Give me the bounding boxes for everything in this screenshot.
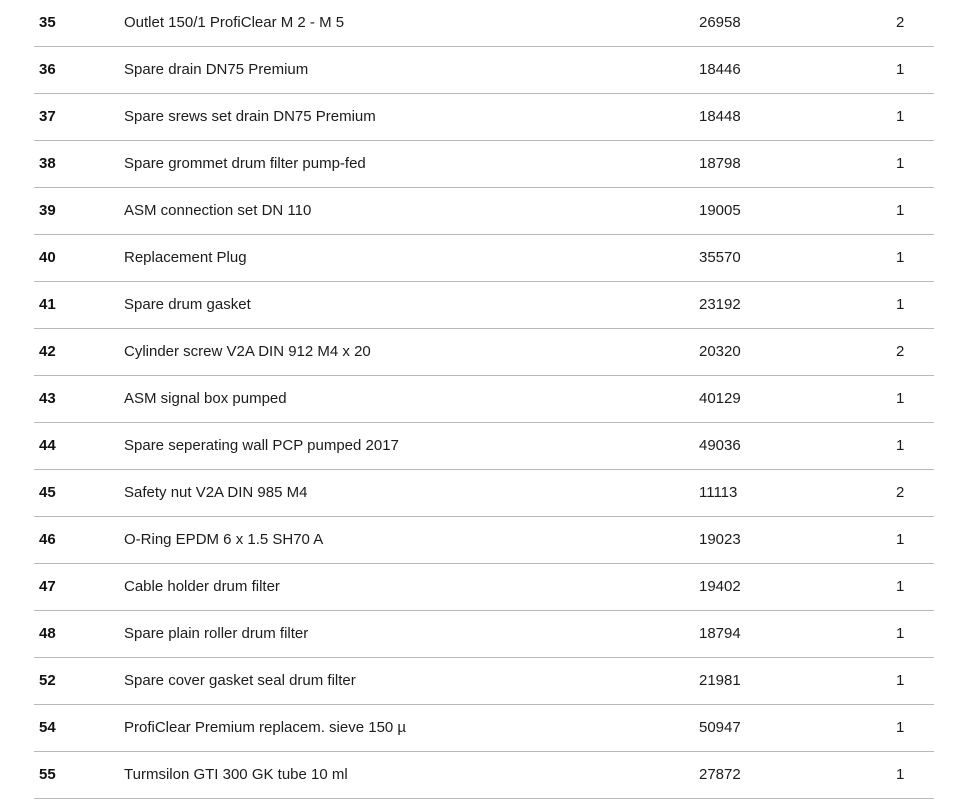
position-number: 35 bbox=[39, 14, 56, 31]
position-number: 52 bbox=[39, 672, 56, 689]
position-number: 44 bbox=[39, 437, 56, 454]
article-number: 19402 bbox=[699, 578, 741, 595]
quantity: 1 bbox=[896, 531, 905, 548]
article-number: 20320 bbox=[699, 343, 741, 360]
position-number: 43 bbox=[39, 390, 56, 407]
table-row bbox=[34, 517, 934, 564]
quantity: 1 bbox=[896, 766, 905, 783]
article-number: 19005 bbox=[699, 202, 741, 219]
part-description: Spare drum gasket bbox=[124, 296, 251, 313]
quantity: 1 bbox=[896, 390, 905, 407]
article-number: 26958 bbox=[699, 14, 741, 31]
table-row bbox=[34, 611, 934, 658]
part-description: Spare srews set drain DN75 Premium bbox=[124, 108, 376, 125]
article-number: 35570 bbox=[699, 249, 741, 266]
table-row bbox=[34, 94, 934, 141]
article-number: 18798 bbox=[699, 155, 741, 172]
article-number: 18448 bbox=[699, 108, 741, 125]
position-number: 41 bbox=[39, 296, 56, 313]
quantity: 1 bbox=[896, 719, 905, 736]
table-row bbox=[34, 376, 934, 423]
part-description: Replacement Plug bbox=[124, 249, 247, 266]
part-description: ProfiClear Premium replacem. sieve 150 µ bbox=[124, 719, 407, 736]
quantity: 2 bbox=[896, 343, 905, 360]
table-row bbox=[34, 752, 934, 799]
position-number: 36 bbox=[39, 61, 56, 78]
position-number: 42 bbox=[39, 343, 56, 360]
table-row bbox=[34, 188, 934, 235]
quantity: 2 bbox=[896, 484, 905, 501]
table-row bbox=[34, 282, 934, 329]
table-row bbox=[34, 564, 934, 611]
quantity: 1 bbox=[896, 108, 905, 125]
quantity: 1 bbox=[896, 625, 905, 642]
quantity: 1 bbox=[896, 296, 905, 313]
position-number: 40 bbox=[39, 249, 56, 266]
position-number: 39 bbox=[39, 202, 56, 219]
position-number: 55 bbox=[39, 766, 56, 783]
part-description: Spare seperating wall PCP pumped 2017 bbox=[124, 437, 399, 454]
article-number: 18794 bbox=[699, 625, 741, 642]
article-number: 19023 bbox=[699, 531, 741, 548]
part-description: Cable holder drum filter bbox=[124, 578, 280, 595]
part-description: Spare plain roller drum filter bbox=[124, 625, 309, 642]
article-number: 23192 bbox=[699, 296, 741, 313]
part-description: ASM connection set DN 110 bbox=[124, 202, 312, 219]
table-row bbox=[34, 47, 934, 94]
article-number: 27872 bbox=[699, 766, 741, 783]
quantity: 1 bbox=[896, 437, 905, 454]
table-row bbox=[34, 329, 934, 376]
table-row bbox=[34, 141, 934, 188]
spare-parts-table bbox=[34, 0, 934, 799]
position-number: 48 bbox=[39, 625, 56, 642]
article-number: 18446 bbox=[699, 61, 741, 78]
part-description: ASM signal box pumped bbox=[124, 390, 287, 407]
article-number: 11113 bbox=[699, 484, 738, 501]
quantity: 1 bbox=[896, 61, 905, 78]
part-description: Outlet 150/1 ProfiClear M 2 - M 5 bbox=[124, 14, 345, 31]
table-row bbox=[34, 470, 934, 517]
table-row bbox=[34, 658, 934, 705]
table-row bbox=[34, 423, 934, 470]
quantity: 1 bbox=[896, 202, 905, 219]
quantity: 1 bbox=[896, 578, 905, 595]
article-number: 21981 bbox=[699, 672, 741, 689]
part-description: Spare grommet drum filter pump-fed bbox=[124, 155, 366, 172]
part-description: Spare cover gasket seal drum filter bbox=[124, 672, 356, 689]
part-description: O-Ring EPDM 6 x 1.5 SH70 A bbox=[124, 531, 324, 548]
quantity: 1 bbox=[896, 672, 905, 689]
position-number: 54 bbox=[39, 719, 56, 736]
article-number: 49036 bbox=[699, 437, 741, 454]
article-number: 40129 bbox=[699, 390, 741, 407]
position-number: 38 bbox=[39, 155, 56, 172]
part-description: Cylinder screw V2A DIN 912 M4 x 20 bbox=[124, 343, 371, 360]
part-description: Turmsilon GTI 300 GK tube 10 ml bbox=[124, 766, 348, 783]
quantity: 1 bbox=[896, 249, 905, 266]
table-row bbox=[34, 235, 934, 282]
position-number: 47 bbox=[39, 578, 56, 595]
position-number: 37 bbox=[39, 108, 56, 125]
position-number: 45 bbox=[39, 484, 56, 501]
part-description: Safety nut V2A DIN 985 M4 bbox=[124, 484, 308, 501]
article-number: 50947 bbox=[699, 719, 741, 736]
position-number: 46 bbox=[39, 531, 56, 548]
table-row bbox=[34, 705, 934, 752]
table-row bbox=[34, 0, 934, 47]
quantity: 2 bbox=[896, 14, 905, 31]
part-description: Spare drain DN75 Premium bbox=[124, 61, 309, 78]
quantity: 1 bbox=[896, 155, 905, 172]
